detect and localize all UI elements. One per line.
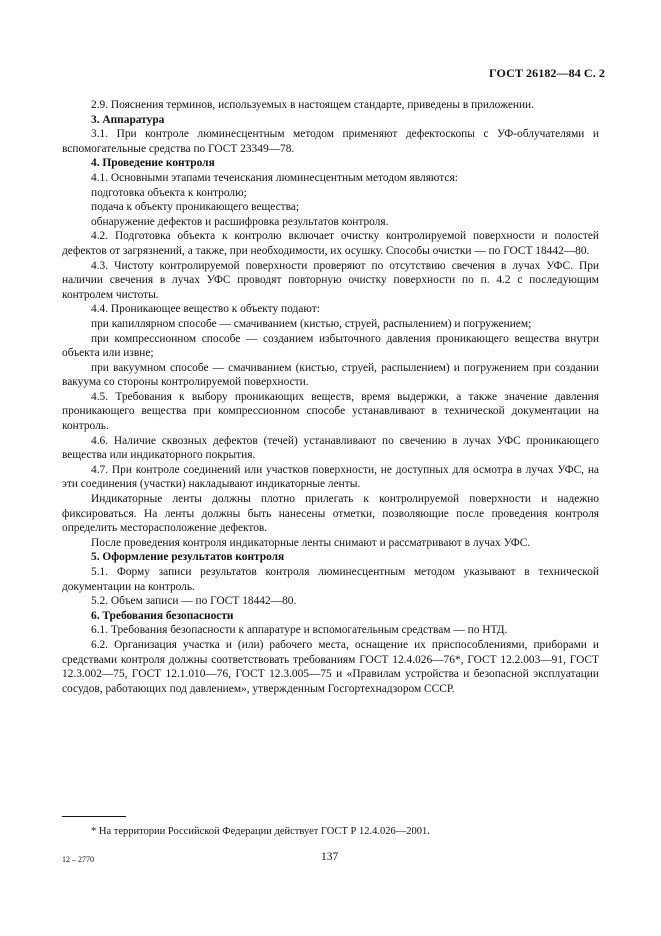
paragraph: при капиллярном способе — смачиванием (кистью, струей, распылением) и погружением; bbox=[91, 317, 532, 330]
section-heading: 4. Проведение контроля bbox=[91, 157, 215, 170]
section-heading: 5. Оформление результатов контроля bbox=[91, 551, 285, 564]
paragraph: подача к объекту проникающего вещества; bbox=[91, 201, 300, 214]
page-number: 137 bbox=[321, 851, 339, 863]
paragraph: при вакуумном способе — смачиванием (кистью, струей, распылением) и погружением при создании вакуума со стороны контролируемой поверхности. bbox=[62, 361, 599, 389]
paragraph: 4.1. Основными этапами течеискания люминесцентным методом являются: bbox=[91, 171, 458, 184]
paragraph: 4.6. Наличие сквозных дефектов (течей) устанавливают по свечению в лучах УФС проникающего вещества или индикаторного покрытия. bbox=[62, 434, 599, 462]
paragraph: 5.1. Форму записи результатов контроля люминесцентным методом указывают в технической документации на контроль. bbox=[62, 566, 599, 593]
print-code: 12 – 2770 bbox=[62, 855, 94, 864]
footnote: * На территории Российской Федерации действует ГОСТ Р 12.4.026—2001. bbox=[91, 826, 430, 837]
paragraph: 6.2. Организация участка и (или) рабочего места, оснащение их приспособлениями, приборами и средствами контроля должны соответствовать требованиям ГОСТ 12.4.026—76*, ГОСТ 12.2.003—91, ГОСТ 12.3.002—75, ГОСТ 12.1.010—76, ГОСТ 12.3.005—75 и «Правилам устройства и безопасной эксплуатации сосудов, работающих под давлением», утвержденным Госгортехнадзором СССР. bbox=[62, 638, 599, 695]
section-heading: 6. Требования безопасности bbox=[91, 609, 234, 622]
footnote-divider bbox=[62, 816, 126, 817]
paragraph: подготовка объекта к контролю; bbox=[91, 186, 247, 199]
paragraph: при компрессионном способе — созданием избыточного давления проникающего вещества внутри объекта или извне; bbox=[62, 332, 599, 360]
paragraph: обнаружение дефектов и расшифровка результатов контроля. bbox=[91, 215, 389, 228]
paragraph: 4.3. Чистоту контролируемой поверхности проверяют по отсутствию свечения в лучах УФС. При наличии свечения в лучах УФС проводят повторную очистку поверхности по п. 4.2 с последующим контролем чистоты. bbox=[62, 259, 599, 301]
section-heading: 3. Аппаратура bbox=[91, 113, 165, 126]
paragraph: Индикаторные ленты должны плотно прилегать к контролируемой поверхности и надежно фиксироваться. На ленты должны быть нанесены отметки, позволяющие после проведения контроля определить месторасположение дефектов. bbox=[62, 493, 599, 535]
paragraph: 4.5. Требования к выбору проникающих веществ, время выдержки, а также значение давления проникающего вещества при компрессионном способе устанавливают в технической документации на контроль. bbox=[62, 390, 599, 433]
paragraph: 3.1. При контроле люминесцентным методом применяют дефектоскопы с УФ-облучателями и вспомогательные средства по ГОСТ 23349—78. bbox=[62, 128, 599, 155]
paragraph: 4.4. Проникающее вещество к объекту подают: bbox=[91, 303, 320, 316]
paragraph: 2.9. Пояснения терминов, используемых в настоящем стандарте, приведены в приложении. bbox=[91, 99, 535, 111]
document-reference: ГОСТ 26182—84 С. 2 bbox=[489, 66, 605, 80]
paragraph: 6.1. Требования безопасности к аппаратуре и вспомогательным средствам — по НТД. bbox=[91, 624, 508, 637]
paragraph: 4.2. Подготовка объекта к контролю включает очистку контролируемой поверхности и полостей дефектов от загрязнений, а также, при необходимости, их осушку. Способы очистки — по ГОСТ 18442—80. bbox=[62, 230, 599, 257]
paragraph: 5.2. Объем записи — по ГОСТ 18442—80. bbox=[91, 595, 297, 608]
paragraph: 4.7. При контроле соединений или участков поверхности, не доступных для осмотра в лучах УФС, на эти соединения (участки) накладывают индикаторные ленты. bbox=[62, 463, 599, 491]
document-body bbox=[62, 98, 599, 696]
paragraph: После проведения контроля индикаторные ленты снимают и рассматривают в лучах УФС. bbox=[91, 536, 531, 549]
